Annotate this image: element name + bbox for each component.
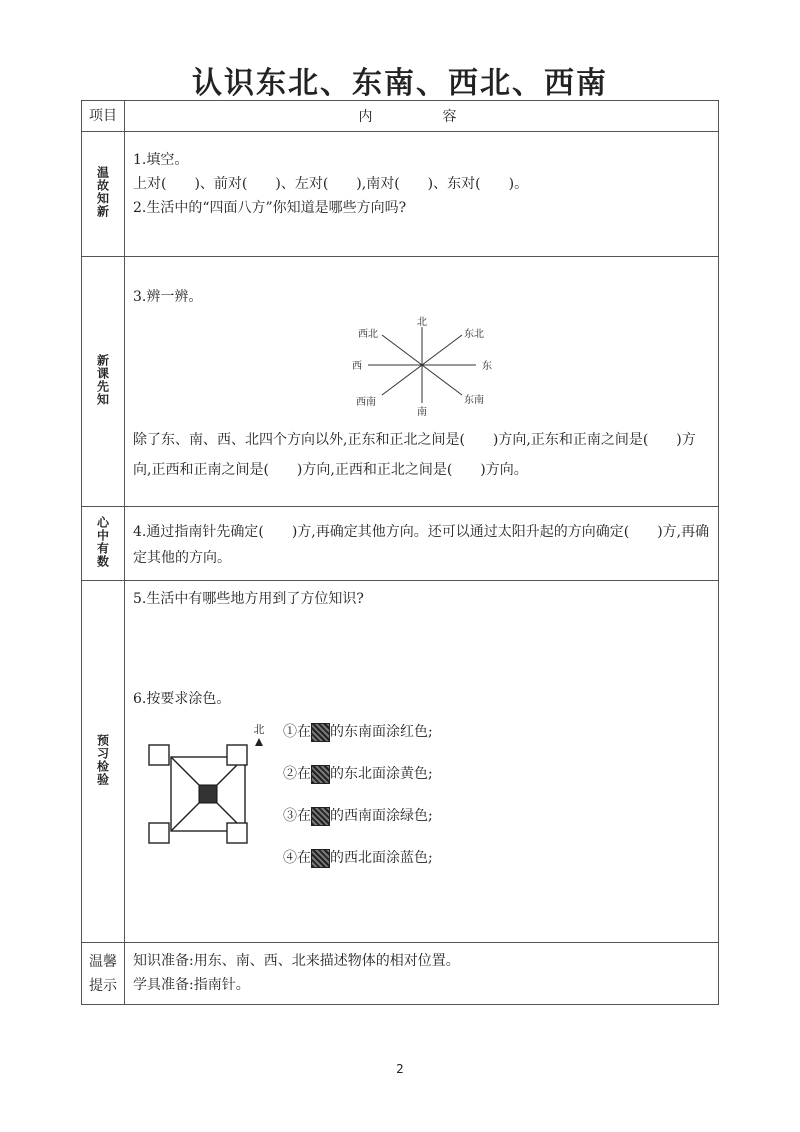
worksheet-table [81, 100, 719, 1005]
label-tips-line1: 温馨 [89, 953, 117, 970]
instruction-prefix: ②在 [283, 766, 311, 782]
corner-square-sw [149, 823, 169, 843]
coloring-area [133, 711, 710, 931]
center-square [199, 785, 217, 803]
table-header-row [82, 101, 719, 132]
q1-line: 上对( )、前对( )、左对( ),南对( )、东对( )。 [133, 176, 529, 192]
label-tips [82, 943, 125, 1005]
instruction-item [283, 837, 433, 879]
hatched-square-icon [311, 807, 330, 826]
instruction-item [283, 753, 433, 795]
header-content: 内 容 [125, 101, 719, 132]
q1-title: 1.填空。 [133, 152, 189, 168]
instruction-suffix: 的西南面涂绿色; [330, 808, 433, 824]
row-tips [82, 943, 719, 1005]
compass-southeast: 东南 [463, 395, 484, 406]
north-label: 北 [253, 723, 265, 736]
label-new-lesson-text: 新课先知 [95, 353, 110, 406]
header-item: 项目 [82, 101, 125, 132]
compass-lines [368, 327, 476, 403]
instruction-suffix: 的东南面涂红色; [330, 724, 433, 740]
cell-new-lesson [125, 257, 719, 507]
instruction-prefix: ③在 [283, 808, 311, 824]
label-preview-text: 预习检验 [95, 733, 110, 786]
cell-tips [125, 943, 719, 1005]
compass-northwest: 西北 [357, 329, 378, 340]
q2-text: 2.生活中的“四面八方”你知道是哪些方向吗? [133, 200, 407, 216]
cell-preview [125, 581, 719, 943]
instruction-prefix: ①在 [283, 724, 311, 740]
label-review-text: 温故知新 [95, 166, 110, 218]
row-review [82, 132, 719, 257]
instruction-item [283, 711, 433, 753]
q6-title: 6.按要求涂色。 [133, 691, 231, 707]
compass-west: 西 [351, 361, 362, 372]
q3-text: 除了东、南、西、北四个方向以外,正东和正北之间是( )方向,正东和正南之间是( )方向,正西和正南之间是( )方向,正西和正北之间是( )方向。 [133, 432, 696, 478]
row-new-lesson [82, 257, 719, 507]
label-preview [82, 581, 125, 943]
instruction-prefix: ④在 [283, 850, 311, 866]
hatched-square-icon [311, 849, 330, 868]
instruction-list [283, 711, 433, 879]
compass-northeast: 东北 [463, 329, 484, 340]
instruction-item [283, 795, 433, 837]
tips-line2: 学具准备:指南针。 [133, 977, 250, 993]
q5-text: 5.生活中有哪些地方用到了方位知识? [133, 591, 364, 607]
compass-east: 东 [481, 361, 492, 372]
label-mind-text: 心中有数 [95, 515, 110, 568]
instruction-suffix: 的东北面涂黄色; [330, 766, 433, 782]
label-review [82, 132, 125, 257]
north-arrow-icon [255, 738, 263, 746]
cell-mind [125, 507, 719, 581]
q4-text: 4.通过指南针先确定( )方,再确定其他方向。还可以通过太阳升起的方向确定( )方,再确定其他的方向。 [133, 524, 710, 566]
compass-south: 南 [416, 407, 427, 417]
page-title: 认识东北、东南、西北、西南 [192, 66, 608, 101]
corner-square-nw [149, 745, 169, 765]
tips-line1: 知识准备:用东、南、西、北来描述物体的相对位置。 [133, 953, 460, 969]
page-number: 2 [396, 1062, 404, 1076]
north-indicator [249, 721, 269, 757]
corner-square-ne [227, 823, 247, 843]
label-mind [82, 507, 125, 581]
row-preview [82, 581, 719, 943]
corner-square-ne [227, 745, 247, 765]
instruction-suffix: 的西北面涂蓝色; [330, 850, 433, 866]
hatched-square-icon [311, 723, 330, 742]
row-mind [82, 507, 719, 581]
cell-review [125, 132, 719, 257]
compass-north: 北 [416, 317, 427, 328]
compass-southwest: 西南 [355, 397, 376, 408]
label-new-lesson [82, 257, 125, 507]
hatched-square-icon [311, 765, 330, 784]
q3-title: 3.辨一辨。 [133, 289, 203, 305]
compass-diagram [332, 313, 512, 417]
label-tips-line2: 提示 [89, 977, 117, 994]
